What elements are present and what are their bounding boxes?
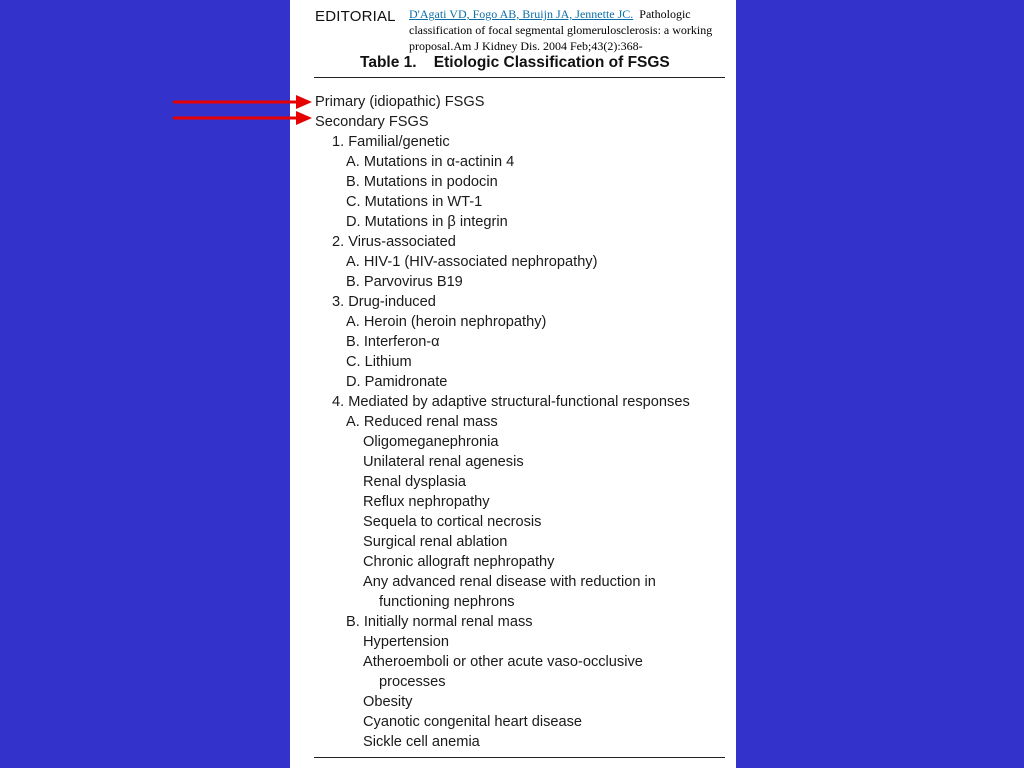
row-normal-mass: B. Initially normal renal mass <box>346 614 533 630</box>
row-surgical-ablation: Surgical renal ablation <box>363 534 508 550</box>
editorial-label: EDITORIAL <box>315 8 396 25</box>
row-primary-fsgs: Primary (idiopathic) FSGS <box>315 94 485 110</box>
row-hiv: A. HIV-1 (HIV-associated nephropathy) <box>346 254 598 270</box>
row-actinin: A. Mutations in α-actinin 4 <box>346 154 515 170</box>
arrow-secondary-icon <box>173 111 312 125</box>
row-integrin: D. Mutations in β integrin <box>346 214 508 230</box>
row-processes: processes <box>379 674 446 690</box>
row-podocin: B. Mutations in podocin <box>346 174 498 190</box>
row-functioning-nephrons: functioning nephrons <box>379 594 515 610</box>
table-top-rule <box>314 77 725 78</box>
row-reduced-mass: A. Reduced renal mass <box>346 414 498 430</box>
citation-text: Pathologic classification of focal segmental glomerulosclerosis: a working proposal.Am J Kidney Dis. 2004 Feb;43(2):368- <box>409 7 713 53</box>
row-familial-genetic: 1. Familial/genetic <box>332 134 450 150</box>
row-hypertension: Hypertension <box>363 634 449 650</box>
row-wt1: C. Mutations in WT-1 <box>346 194 483 210</box>
row-unilateral-agenesis: Unilateral renal agenesis <box>363 454 524 470</box>
row-renal-dysplasia: Renal dysplasia <box>363 474 467 490</box>
row-reflux: Reflux nephropathy <box>363 494 490 510</box>
row-atheroemboli: Atheroemboli or other acute vaso-occlusive <box>363 654 643 670</box>
row-virus-associated: 2. Virus-associated <box>332 234 456 250</box>
row-oligomeganephronia: Oligomeganephronia <box>363 434 499 450</box>
citation-authors-link[interactable]: D'Agati VD, Fogo AB, Bruijn JA, Jennette JC. <box>409 7 634 21</box>
row-cortical-necrosis: Sequela to cortical necrosis <box>363 514 542 530</box>
row-secondary-fsgs: Secondary FSGS <box>315 114 429 130</box>
document-page <box>290 0 736 768</box>
table-bottom-rule <box>314 757 725 758</box>
row-adaptive: 4. Mediated by adaptive structural-functional responses <box>332 394 690 410</box>
table-title: Table 1. Etiologic Classification of FSGS <box>360 54 670 71</box>
row-allograft: Chronic allograft nephropathy <box>363 554 555 570</box>
row-obesity: Obesity <box>363 694 413 710</box>
row-heroin: A. Heroin (heroin nephropathy) <box>346 314 547 330</box>
row-pamidronate: D. Pamidronate <box>346 374 448 390</box>
row-lithium: C. Lithium <box>346 354 412 370</box>
row-sickle-cell: Sickle cell anemia <box>363 734 480 750</box>
row-advanced-disease: Any advanced renal disease with reduction in <box>363 574 656 590</box>
arrow-primary-icon <box>173 95 312 109</box>
row-cyanotic: Cyanotic congenital heart disease <box>363 714 583 730</box>
arrow-icons <box>170 92 315 126</box>
row-drug-induced: 3. Drug-induced <box>332 294 436 310</box>
citation <box>409 6 734 54</box>
row-interferon: B. Interferon-α <box>346 334 440 350</box>
row-parvovirus: B. Parvovirus B19 <box>346 274 463 290</box>
